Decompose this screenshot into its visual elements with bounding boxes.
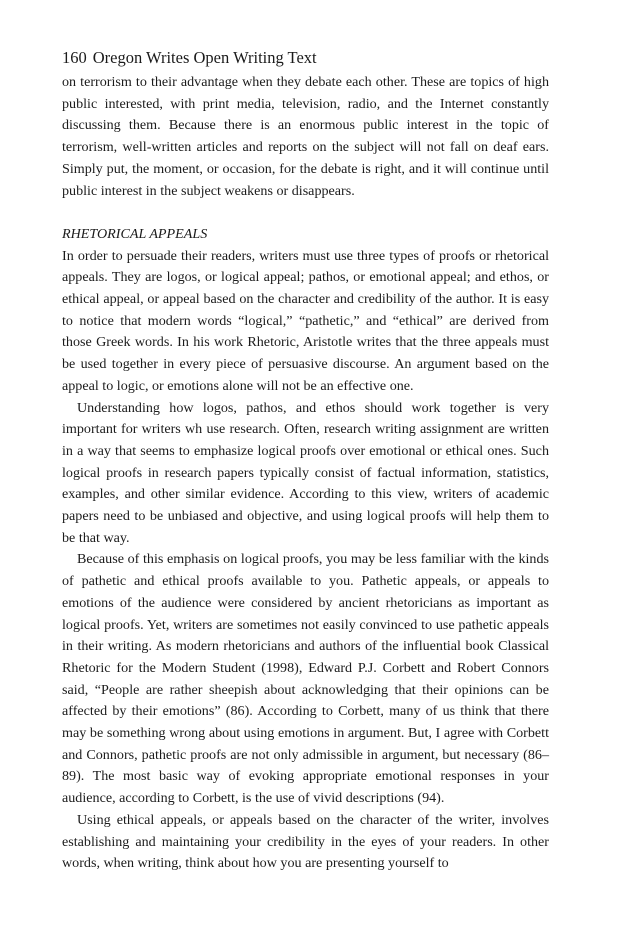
body-paragraph-1: on terrorism to their advantage when they debate each other. These are topics of high public interested, with print media, television, radio, and the Internet constantly discussing them. Because there is an enormous public interest in the topic of terrorism, well-written articles and reports on the subject will not fall on deaf ears. Simply put, the moment, or occasion, for the debate is right, and it will continue until public interest in the subject weakens or disappears. xyxy=(62,74,549,199)
body-paragraph-3: Understanding how logos, pathos, and ethos should work together is very important for writers wh use research. Often, research writing assignment are written in a way that seems to emphasize logical proofs over emotional or ethical ones. Such logical proofs in research papers typically consist of factual information, statistics, examples, and other similar evidence. According to this view, writers of academic papers need to be unbiased and objective, and using logical proofs will help them to be that way. xyxy=(62,399,549,546)
book-page xyxy=(62,48,549,875)
body-paragraph-4: Because of this emphasis on logical proofs, you may be less familiar with the kinds of pathetic and ethical proofs available to you. Pathetic appeals, or appeals to emotions of the audience were considered by ancient rhetoricians as important as logical proofs. Yet, writers are sometimes not easily convinced to use pathetic appeals in their writing. As modern rhetoricians and authors of the influential book Classical Rhetoric for the Modern Student (1998), Edward P.J. Corbett and Robert Connors said, “People are rather sheepish about acknowledging that their opinions can be affected by their emotions” (86). According to Corbett, many of us think that there may be something wrong about using emotions in argument. But, I agree with Corbett and Connors, pathetic proofs are not only admissible in argument, but necessary (86–89). The most basic way of evoking appropriate emotional responses in your audience, according to Corbett, is the use of vivid descriptions (94). xyxy=(62,551,549,807)
book-title: Oregon Writes Open Writing Text xyxy=(92,48,317,67)
running-header xyxy=(62,48,549,68)
body-paragraph-5: Using ethical appeals, or appeals based on the character of the writer, involves establishing and maintaining your credibility in the eyes of your readers. In other words, when writing, think about how you are presenting yourself to xyxy=(62,811,549,872)
page-number: 160 xyxy=(62,48,87,67)
section-heading: RHETORICAL APPEALS xyxy=(62,225,208,242)
body-paragraph-2: In order to persuade their readers, writers must use three types of proofs or rhetorical appeals. They are logos, or logical appeal; pathos, or emotional appeal; and ethos, or ethical appeal, or appeal based on the character and credibility of the author. It is easy to notice that modern words “logical,” “pathetic,” and “ethical” are derived from those Greek words. In his work Rhetoric, Aristotle writes that the three appeals must be used together in every piece of persuasive discourse. An argument based on the appeal to logic, or emotions alone will not be an effective one. xyxy=(62,247,549,394)
